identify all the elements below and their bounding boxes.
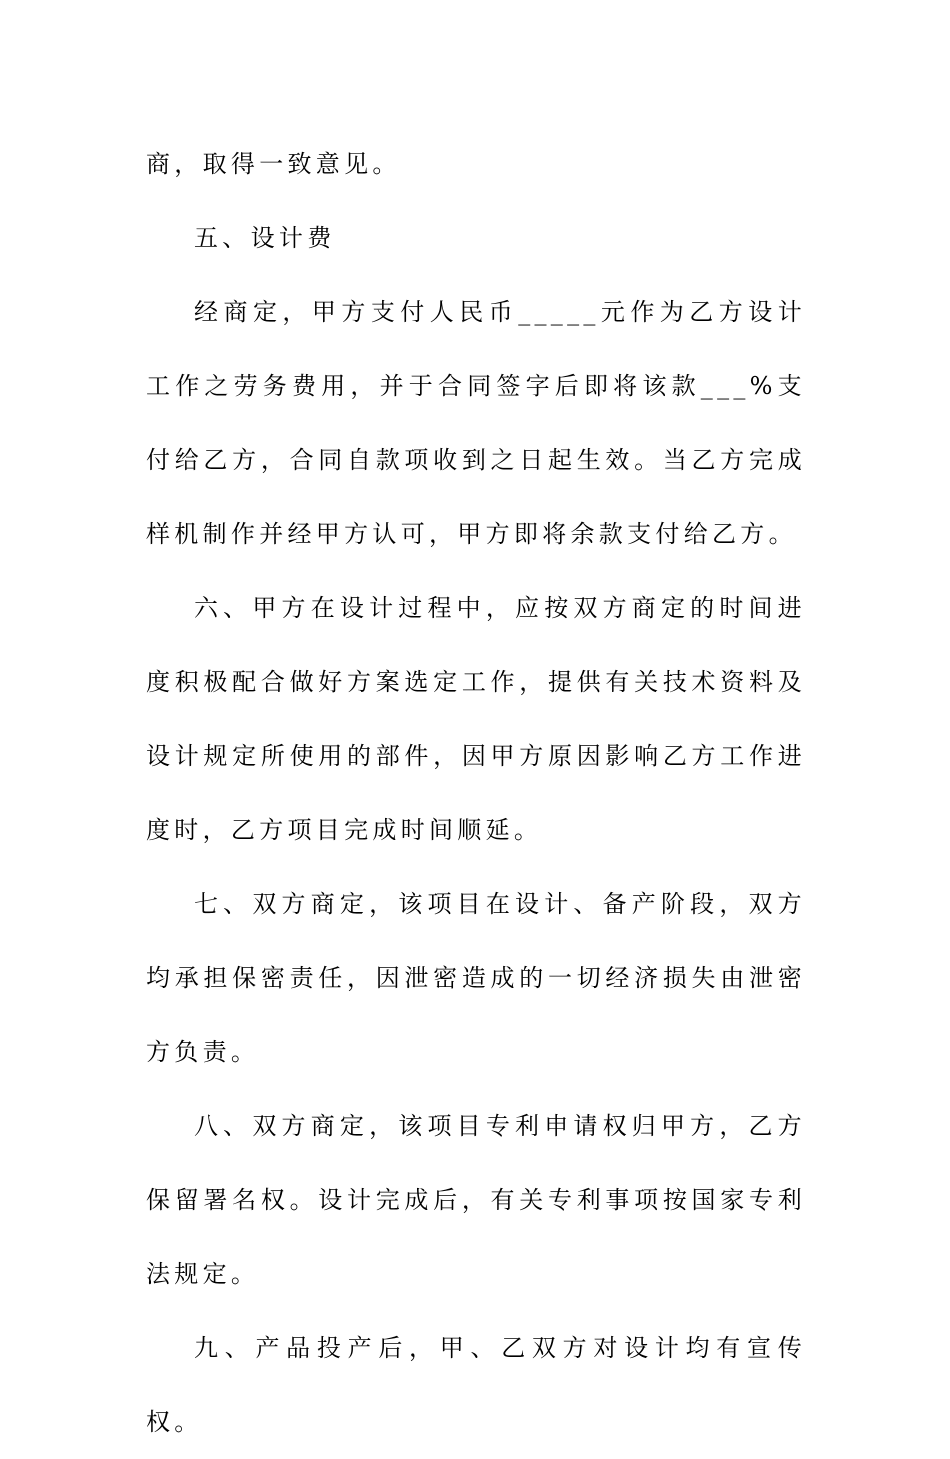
- paragraph-continuation: 商，取得一致意见。: [146, 150, 401, 178]
- paragraph-design-fee: 经商定，甲方支付人民币_____元作为乙方设计工作之劳务费用，并于合同签字后即将该款___%支付给乙方，合同自款项收到之日起生效。当乙方完成样机制作并经甲方认可，甲方即将余款支付给乙方。: [146, 298, 806, 548]
- paragraph-clause-six: 六、甲方在设计过程中，应按双方商定的时间进度积极配合做好方案选定工作，提供有关技术资料及设计规定所使用的部件，因甲方原因影响乙方工作进度时，乙方项目完成时间顺延。: [146, 594, 806, 844]
- paragraph-clause-seven: 七、双方商定，该项目在设计、备产阶段，双方均承担保密责任，因泄密造成的一切经济损失由泄密方负责。: [146, 890, 806, 1066]
- document-body: [146, 127, 806, 1459]
- paragraph-clause-nine: 九、产品投产后，甲、乙双方对设计均有宣传权。: [146, 1334, 806, 1436]
- section-heading-design-fee: 五、设计费: [194, 224, 336, 252]
- paragraph-clause-eight: 八、双方商定，该项目专利申请权归甲方，乙方保留署名权。设计完成后，有关专利事项按国家专利法规定。: [146, 1112, 806, 1288]
